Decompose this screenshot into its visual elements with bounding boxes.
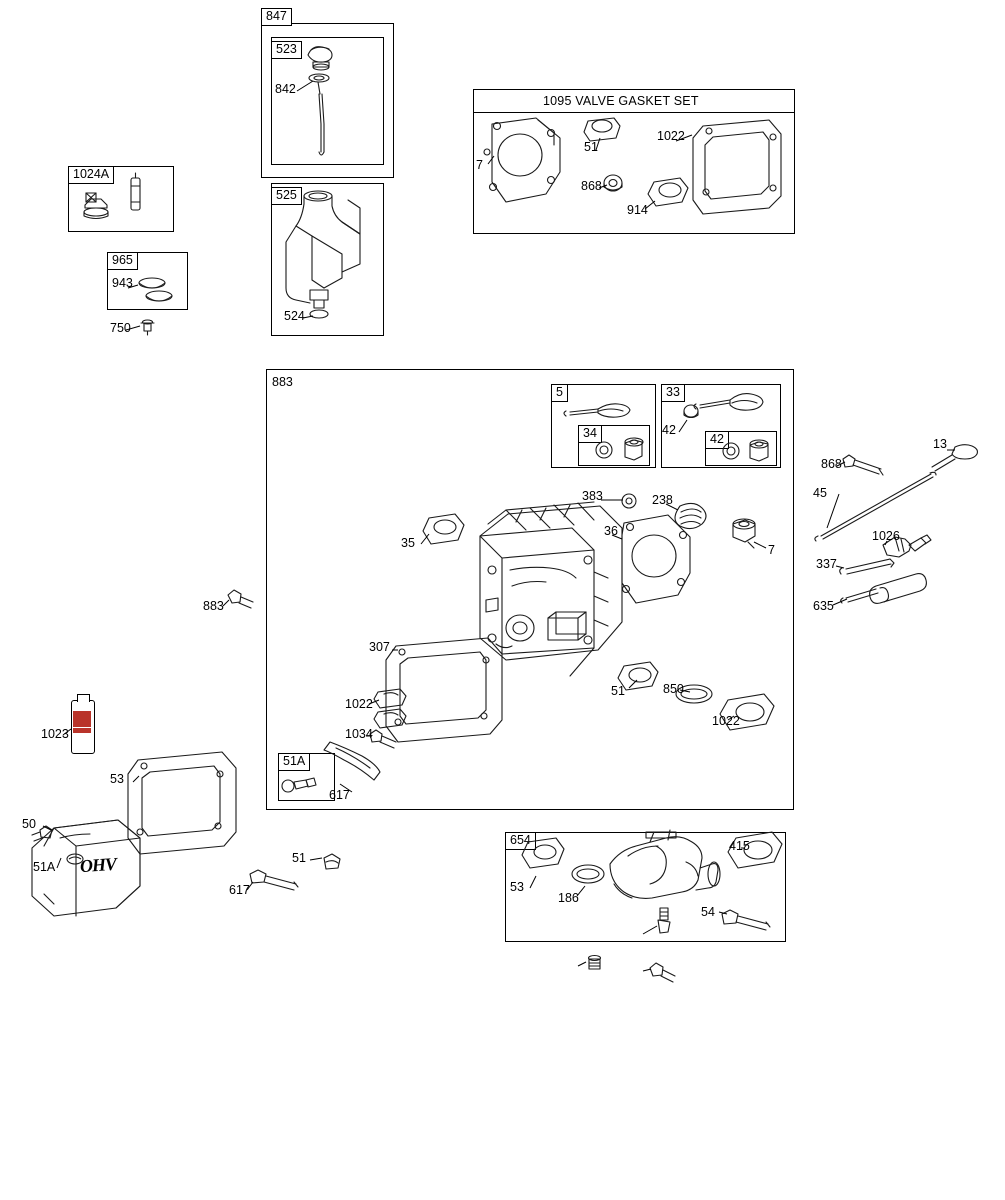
sealant-label-band <box>73 711 91 727</box>
callout-7-mid: 36 <box>604 524 618 538</box>
callout-1022-top: 1022 <box>657 129 685 143</box>
part-654-nut <box>324 854 340 869</box>
callout-842: 842 <box>275 82 296 96</box>
callout-1022-low: 53 <box>110 772 124 786</box>
panel-title-1095: 1095 VALVE GASKET SET <box>543 94 699 108</box>
panel-label-525: 525 <box>271 187 302 205</box>
part-850-sealant-tube <box>71 700 95 754</box>
callout-943: 943 <box>112 276 133 290</box>
ohv-logo-text: OHV <box>79 853 117 877</box>
panel-label-847: 847 <box>261 8 292 26</box>
callout-13: 868 <box>821 457 842 471</box>
part-13-bolt <box>843 455 883 475</box>
callout-868-top: 868 <box>581 179 602 193</box>
panel-label-50: 654 <box>505 832 536 850</box>
callout-35: 7 <box>768 543 775 557</box>
callout-617-low: 186 <box>558 891 579 905</box>
callout-883-mid: 35 <box>401 536 415 550</box>
callout-868-mid: 42 <box>662 423 676 437</box>
panel-label-5: 883 <box>272 375 293 389</box>
sealant-label-band-2 <box>73 728 91 733</box>
callout-51-low: 415 <box>729 839 750 853</box>
callout-307: 883 <box>203 599 224 613</box>
part-383-muffler <box>841 574 927 604</box>
callout-238: 383 <box>582 489 603 503</box>
callout-617-mid: 850 <box>663 682 684 696</box>
part-54-bolt <box>650 963 675 982</box>
callout-914: 50 <box>22 817 36 831</box>
callout-1022-mid: 307 <box>369 640 390 654</box>
sealant-cap <box>77 694 90 702</box>
callout-7-top: 7 <box>476 158 483 172</box>
callout-654: 51 <box>292 851 306 865</box>
callout-883-top: 914 <box>627 203 648 217</box>
part-1022-gasket-low <box>128 752 236 854</box>
panel-label-33: 5 <box>551 384 568 402</box>
panel-label-42-b: 42 <box>705 431 729 449</box>
callout-635: 337 <box>816 557 837 571</box>
callout-51a-low: 53 <box>510 880 524 894</box>
ohv-logo <box>79 854 116 877</box>
callout-337: 1026 <box>872 529 900 543</box>
part-53-bolt-left <box>250 870 298 890</box>
panel-label-34: 33 <box>661 384 685 402</box>
callout-51-top: 51 <box>584 140 598 154</box>
callout-850: 1023 <box>41 727 69 741</box>
callout-36: 238 <box>652 493 673 507</box>
callout-1029: 617 <box>329 788 350 802</box>
part-307-bolt <box>228 590 253 608</box>
callout-1026: 45 <box>813 486 827 500</box>
callout-1034: 1022 <box>345 697 373 711</box>
panel-label-965: 965 <box>107 252 138 270</box>
part-750-art <box>141 320 154 335</box>
callout-51-mid: 1022 <box>712 714 740 728</box>
panel-1095-title-divider <box>473 112 795 113</box>
callout-53-low: 54 <box>701 905 715 919</box>
callout-750: 750 <box>110 321 131 335</box>
panel-label-42-a: 34 <box>578 425 602 443</box>
callout-51a-mid: 51 <box>611 684 625 698</box>
panel-label-1024a: 1024A <box>68 166 114 184</box>
panel-label-192: 51A <box>278 753 310 771</box>
callout-1023: 51A <box>33 860 56 874</box>
part-635-tube <box>840 559 894 574</box>
part-415-nut <box>589 956 601 970</box>
callout-830: 1034 <box>345 727 373 741</box>
callout-45: 13 <box>933 437 947 451</box>
panel-label-523: 523 <box>271 41 302 59</box>
callout-524: 524 <box>284 309 305 323</box>
callout-53-left: 617 <box>229 883 250 897</box>
callout-383: 635 <box>813 599 834 613</box>
